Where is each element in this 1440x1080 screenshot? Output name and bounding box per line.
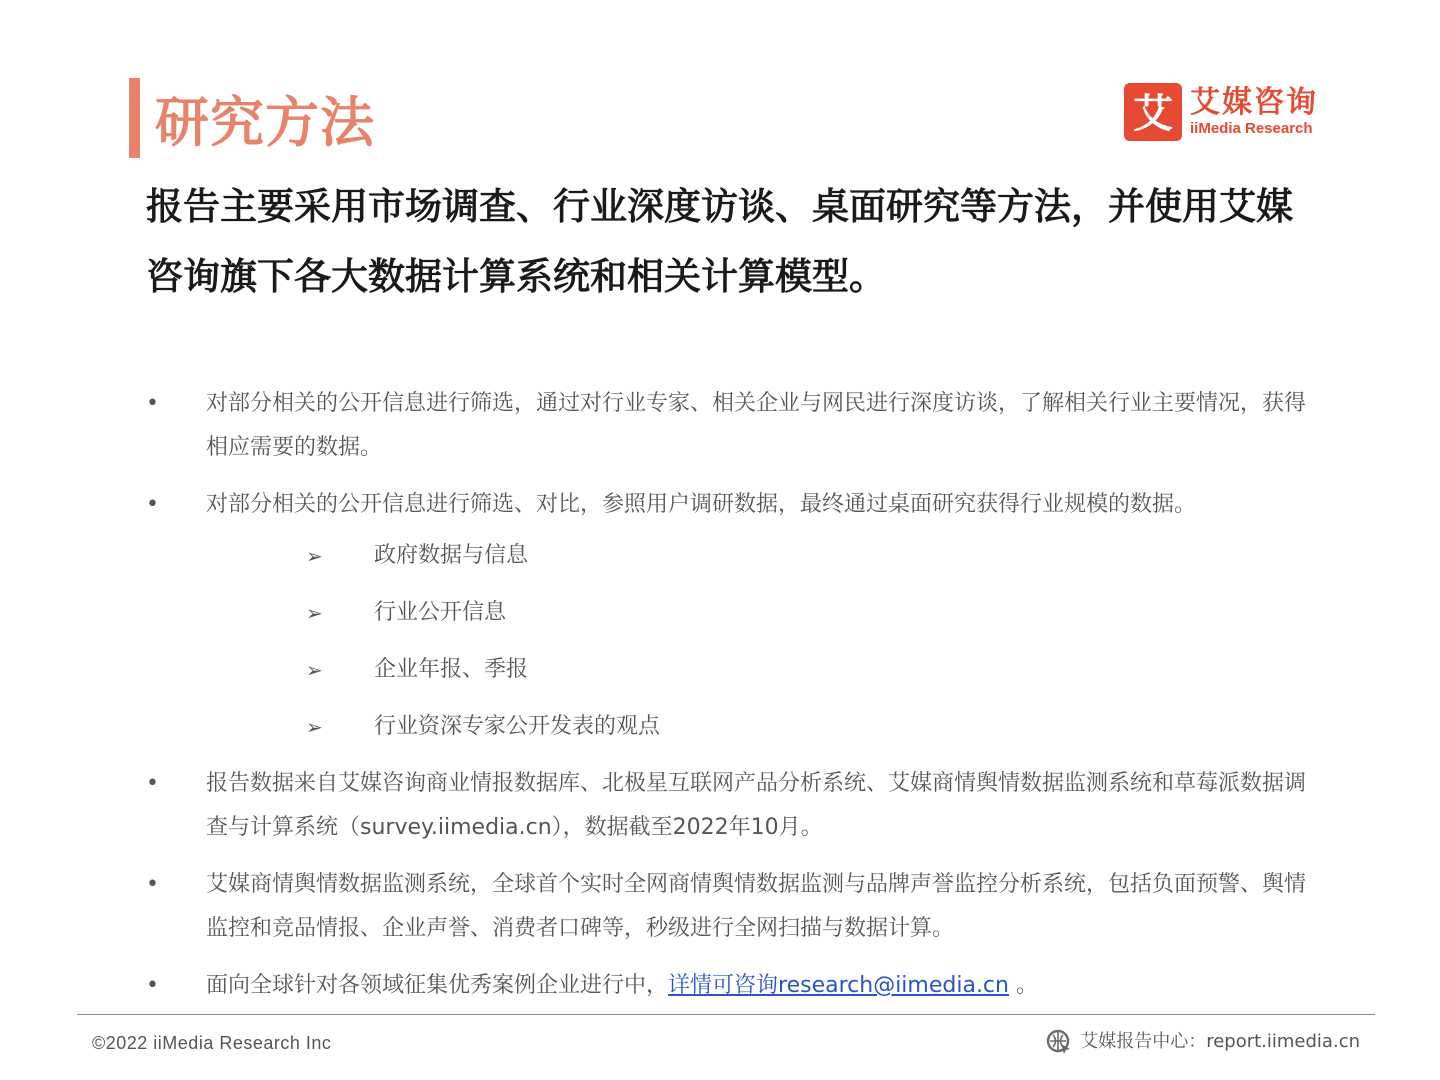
report-center-icon [1046, 1029, 1072, 1055]
bullet-icon: • [146, 771, 159, 796]
bullet-icon: • [146, 973, 159, 998]
report-center [1046, 1028, 1360, 1056]
sub-item-text: 行业公开信息 [374, 600, 507, 625]
list-item [146, 964, 1316, 1008]
list-item [146, 863, 1316, 951]
report-center-text: 艾媒报告中心：report.iimedia.cn [1080, 1031, 1360, 1052]
sub-item-text: 政府数据与信息 [374, 543, 529, 568]
sub-item-text: 行业资深专家公开发表的观点 [374, 714, 661, 739]
title-accent-bar [129, 78, 140, 158]
copyright: ©2022 iiMedia Research Inc [92, 1033, 332, 1053]
sub-list-item [146, 705, 1316, 749]
bullet-icon: • [146, 872, 159, 897]
brand-logo [1124, 82, 1318, 142]
arrow-bullet-icon: ➢ [306, 601, 323, 625]
footer-divider [77, 1014, 1375, 1015]
headline: 报告主要采用市场调查、行业深度访谈、桌面研究等方法，并使用艾媒咨询旗下各大数据计算系统和相关计算模型。 [146, 185, 1293, 298]
bullet-text: 对部分相关的公开信息进行筛选，通过对行业专家、相关企业与网民进行深度访谈，了解相关行业主要情况，获得相应需要的数据。 [206, 391, 1307, 460]
bullet-text: 面向全球针对各领域征集优秀案例企业进行中， [206, 973, 669, 998]
arrow-bullet-icon: ➢ [306, 658, 323, 682]
bullet-text: 对部分相关的公开信息进行筛选、对比，参照用户调研数据，最终通过桌面研究获得行业规模的数据。 [206, 492, 1197, 517]
logo-chinese-name: 艾媒咨询 [1190, 85, 1318, 120]
sub-item-text: 企业年报、季报 [374, 657, 529, 682]
bullet-icon: • [146, 391, 159, 416]
logo-english-name: iiMedia Research [1190, 120, 1313, 137]
logo-mark-icon [1124, 83, 1182, 141]
contact-email-link[interactable]: 详情可咨询research@iimedia.cn [668, 973, 1009, 998]
data-source-sublist [146, 534, 1316, 749]
list-item [146, 483, 1316, 527]
page-title: 研究方法 [155, 91, 375, 154]
method-list [146, 382, 1316, 1021]
bullet-text-suffix: 。 [1008, 973, 1038, 998]
logo-mark-glyph: 艾 [1133, 91, 1173, 137]
sub-list-item [146, 534, 1316, 578]
list-item [146, 382, 1316, 470]
list-item [146, 762, 1316, 850]
bullet-text: 报告数据来自艾媒咨询商业情报数据库、北极星互联网产品分析系统、艾媒商情舆情数据监测系统和草莓派数据调查与计算系统（survey.iimedia.cn），数据截至2022年10月。 [206, 771, 1307, 840]
sub-list-item [146, 648, 1316, 692]
sub-list-item [146, 591, 1316, 635]
bullet-icon: • [146, 492, 159, 517]
arrow-bullet-icon: ➢ [306, 544, 323, 568]
arrow-bullet-icon: ➢ [306, 715, 323, 739]
bullet-text: 艾媒商情舆情数据监测系统，全球首个实时全网商情舆情数据监测与品牌声誉监控分析系统，包括负面预警、舆情监控和竞品情报、企业声誉、消费者口碑等，秒级进行全网扫描与数据计算。 [206, 872, 1307, 941]
